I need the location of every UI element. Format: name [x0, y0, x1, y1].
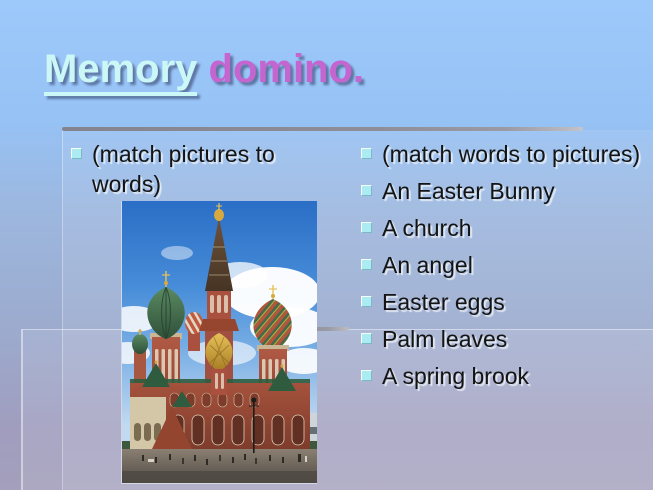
bullet-square-icon: [361, 370, 372, 381]
title-plain-text: domino.: [197, 47, 365, 91]
cathedral-illustration: [122, 201, 317, 483]
bullet-square-icon: [361, 148, 372, 159]
list-item: [352, 176, 642, 206]
bullet-square-icon: [71, 148, 82, 159]
list-item-label: Palm leaves: [382, 326, 508, 352]
slide-title: [44, 46, 364, 92]
st-basils-cathedral-photo: [121, 201, 317, 484]
list-item: [352, 361, 642, 391]
list-item: [352, 250, 642, 280]
list-item: [352, 213, 642, 243]
list-item-label: (match words to pictures): [382, 141, 641, 167]
list-item-label: Easter eggs: [382, 289, 505, 315]
right-bullet-list: [352, 139, 642, 398]
list-item-label: A church: [382, 215, 472, 241]
list-item-label: (match pictures to words): [92, 141, 275, 197]
list-item: [352, 324, 642, 354]
list-item-label: An Easter Bunny: [382, 178, 555, 204]
list-item-label: A spring brook: [382, 363, 530, 389]
bullet-square-icon: [361, 333, 372, 344]
bullet-square-icon: [361, 259, 372, 270]
title-hyperlink-memory[interactable]: Memory: [44, 47, 197, 96]
list-item: [352, 287, 642, 317]
bullet-square-icon: [361, 296, 372, 307]
list-item: [62, 139, 320, 199]
list-item-label: An angel: [382, 252, 473, 278]
panel-top-shadow-line: [62, 127, 583, 131]
bullet-square-icon: [361, 222, 372, 233]
bullet-square-icon: [361, 185, 372, 196]
left-bullet-list: [62, 139, 320, 206]
list-item: [352, 139, 642, 169]
